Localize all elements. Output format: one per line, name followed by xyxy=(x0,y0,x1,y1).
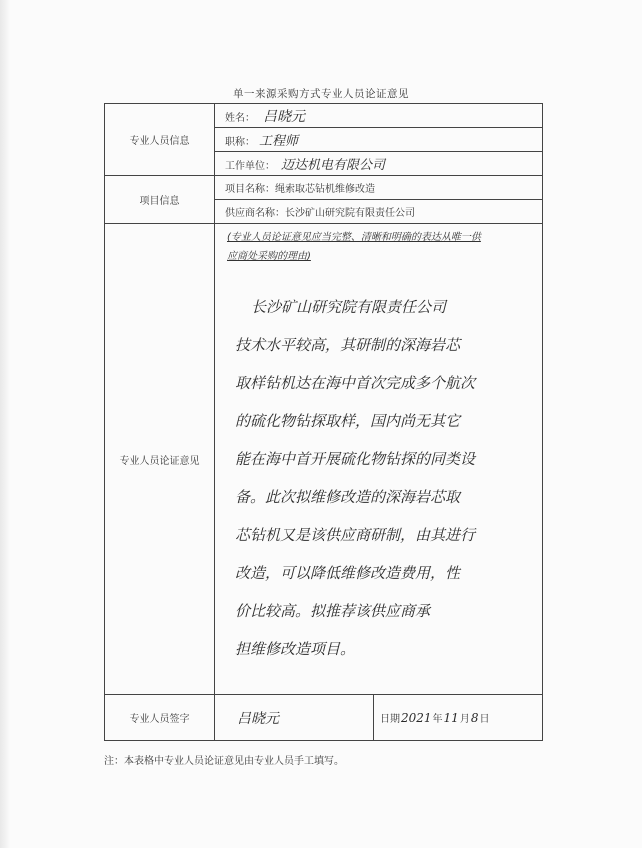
opinion-instruction xyxy=(227,228,534,266)
project-value: 绳索取芯钻机维修改造 xyxy=(275,184,375,195)
opinion-line: 长沙矿山研究院有限责任公司 xyxy=(251,298,447,316)
supplier-value: 长沙矿山研究院有限责任公司 xyxy=(285,208,415,219)
page-edge-shadow xyxy=(0,0,10,848)
unit-value: 迈达机电有限公司 xyxy=(281,158,386,173)
unit-label: 工作单位： xyxy=(225,161,275,172)
opinion-line: 备。此次拟维修改造的深海岩芯取 xyxy=(235,488,461,506)
date-day-unit: 日 xyxy=(479,714,490,725)
section-project-info: 项目信息 xyxy=(105,176,215,224)
opinion-line: 改造，可以降低维修改造费用，性 xyxy=(235,564,461,582)
supplier-label: 供应商名称： xyxy=(225,208,285,219)
unit-row xyxy=(215,152,543,176)
opinion-form-table xyxy=(104,103,543,741)
opinion-line: 的硫化物钻探取样，国内尚无其它 xyxy=(235,412,461,430)
date-label: 日期 xyxy=(380,714,400,725)
handwritten-opinion xyxy=(227,288,534,668)
section-opinion: 专业人员论证意见 xyxy=(105,224,215,695)
project-row xyxy=(215,176,543,200)
opinion-line: 能在海中首开展硫化物钻探的同类设 xyxy=(235,450,476,468)
title-value: 工程师 xyxy=(259,134,299,149)
opinion-line: 技术水平较高，其研制的深海岩芯 xyxy=(235,336,461,354)
opinion-line: 价比较高。拟推荐该供应商承 xyxy=(235,602,431,620)
title-row xyxy=(215,128,543,152)
name-value: 吕晓元 xyxy=(263,108,305,125)
opinion-line: 担维修改造项目。 xyxy=(235,640,356,658)
section-signature: 专业人员签字 xyxy=(105,695,215,741)
footnote: 注：本表格中专业人员论证意见由专业人员手工填写。 xyxy=(104,756,344,767)
date-day: 8 xyxy=(470,710,479,725)
date-month-unit: 月 xyxy=(459,714,470,725)
instruction-line-2: 应商处采购的理由) xyxy=(227,251,311,262)
opinion-line: 芯钻机又是该供应商研制，由其进行 xyxy=(235,526,476,544)
opinion-line: 取样钻机达在海中首次完成多个航次 xyxy=(235,374,476,392)
project-label: 项目名称： xyxy=(225,184,275,195)
date-month: 11 xyxy=(443,710,459,725)
name-label: 姓名： xyxy=(225,112,255,124)
instruction-line-1: (专业人员论证意见应当完整、清晰和明确的表达从唯一供 xyxy=(227,232,481,243)
name-row xyxy=(215,104,543,128)
signature-value: 吕晓元 xyxy=(237,710,279,727)
signature-cell xyxy=(215,695,543,741)
date-year-unit: 年 xyxy=(432,714,443,725)
section-expert-info: 专业人员信息 xyxy=(105,104,215,176)
supplier-row xyxy=(215,200,543,224)
date-year: 2021 xyxy=(401,710,432,725)
document-title: 单一来源采购方式专业人员论证意见 xyxy=(233,88,409,100)
date-box xyxy=(373,695,500,740)
opinion-cell xyxy=(215,224,543,695)
title-label: 职称： xyxy=(225,137,255,148)
